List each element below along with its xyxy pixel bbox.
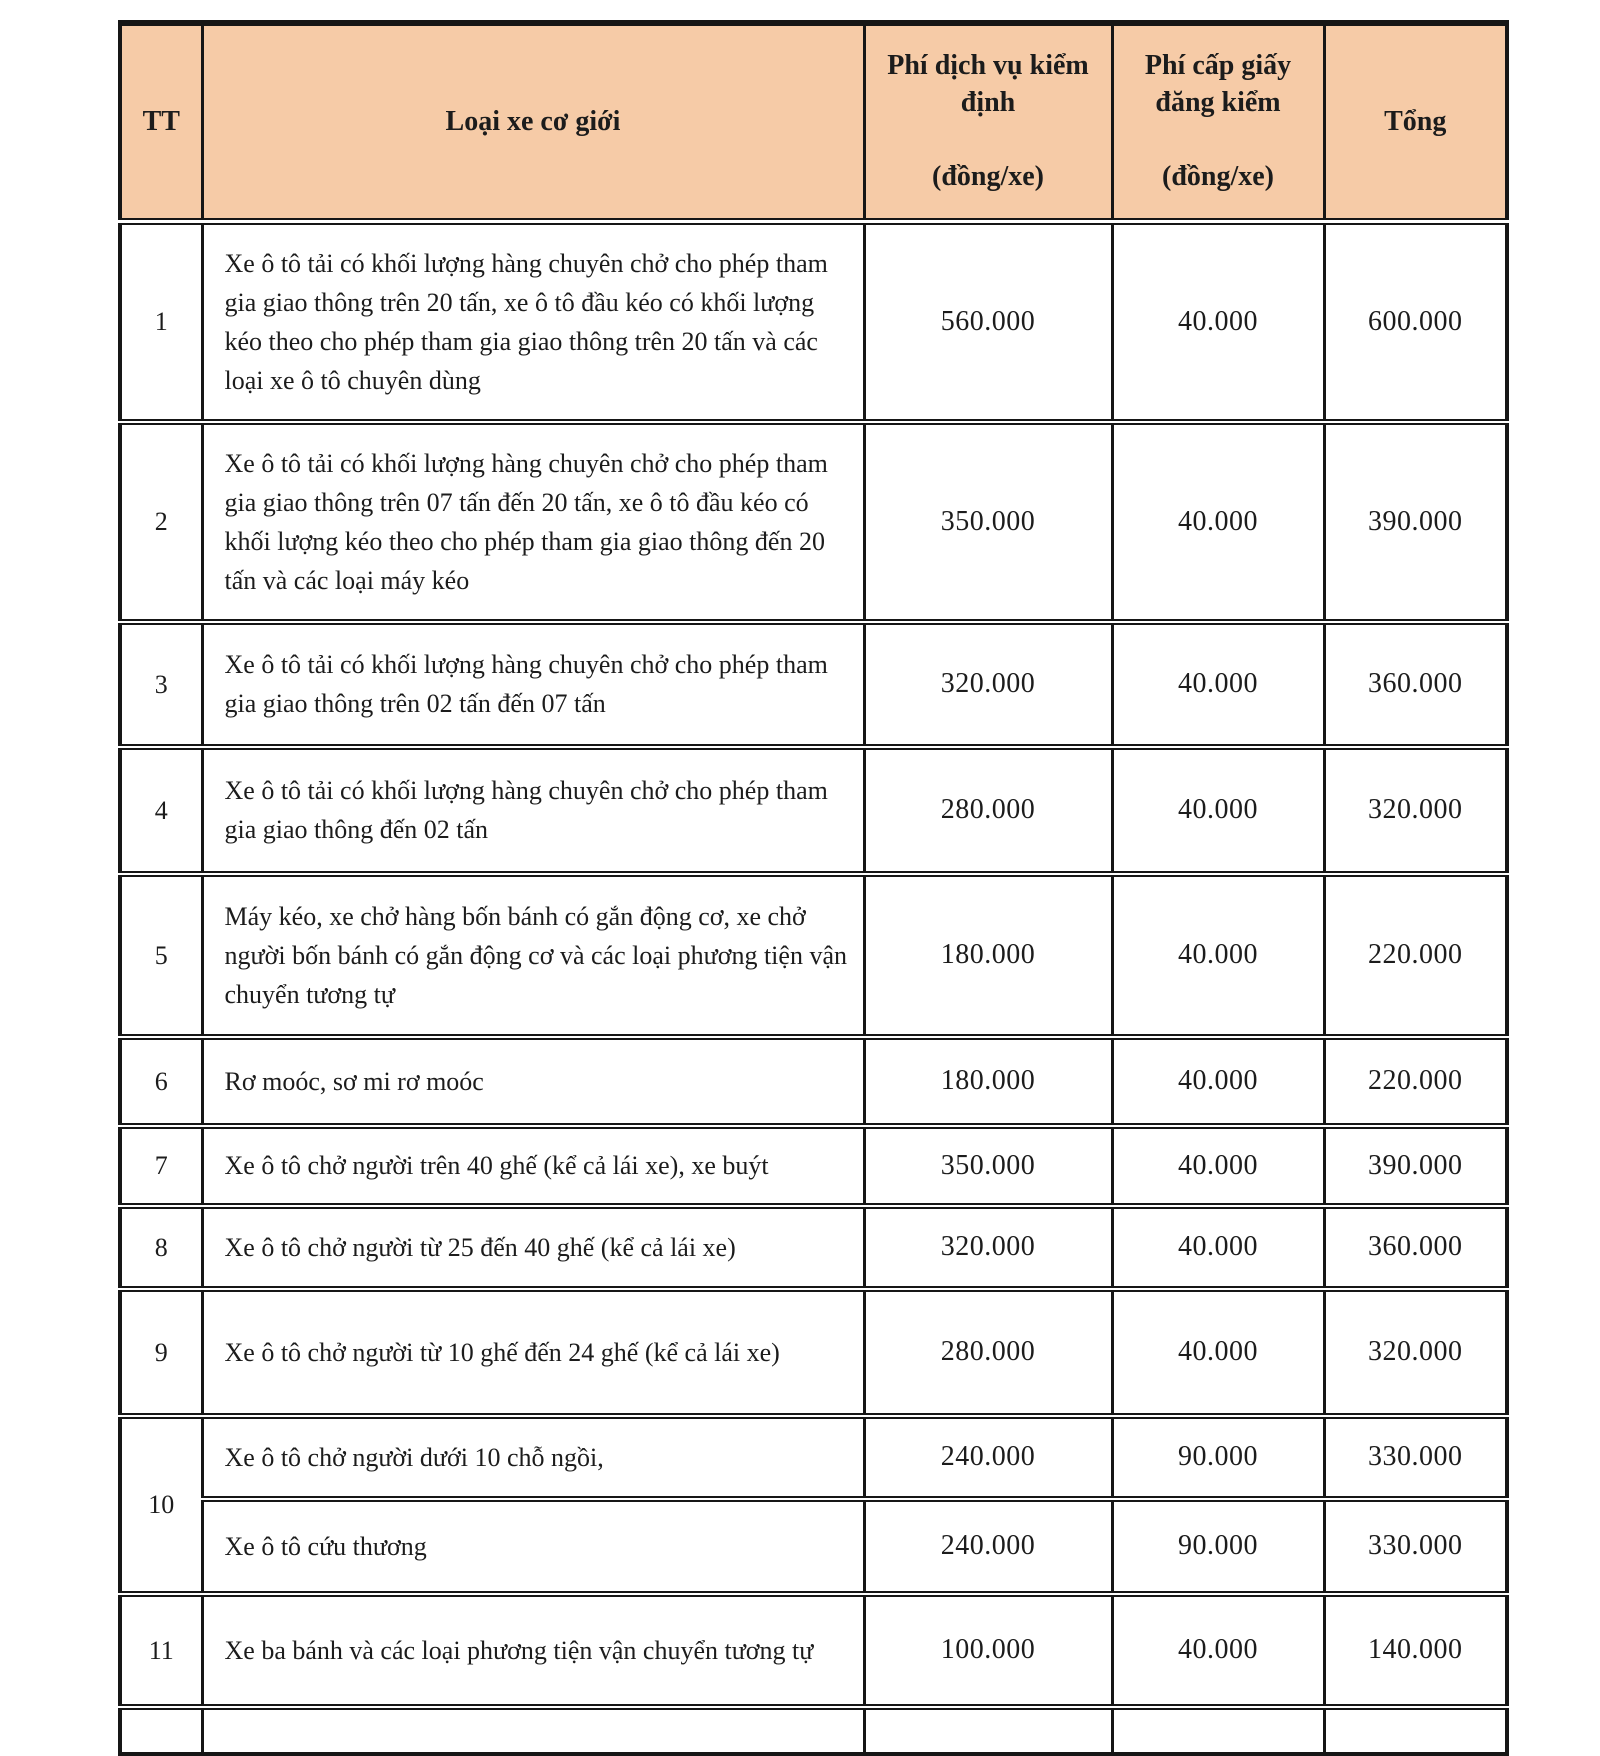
total-fee-cell: 330.000 bbox=[1324, 1499, 1507, 1594]
col-header-inspection-fee bbox=[864, 23, 1112, 222]
row-number-cell: 8 bbox=[120, 1206, 202, 1289]
row-number-cell: 5 bbox=[120, 874, 202, 1037]
total-fee-cell: 220.000 bbox=[1324, 1037, 1507, 1126]
total-fee-cell: 390.000 bbox=[1324, 422, 1507, 622]
certificate-fee-cell: 40.000 bbox=[1112, 747, 1324, 874]
inspection-fee-cell: 180.000 bbox=[864, 874, 1112, 1037]
vehicle-type-cell: Xe ô tô tải có khối lượng hàng chuyên chở cho phép tham gia giao thông trên 20 tấn, xe ô tô đầu kéo có khối lượng kéo theo cho phép tham gia giao thông trên 20 tấn và các loại xe ô tô chuyên dùng bbox=[202, 222, 864, 422]
col-header-total-label: Tổng bbox=[1384, 105, 1447, 137]
vehicle-type-cell: Xe ô tô chở người trên 40 ghế (kể cả lái xe), xe buýt bbox=[202, 1126, 864, 1206]
row-number-cell: 11 bbox=[120, 1594, 202, 1707]
table-row bbox=[120, 622, 1507, 747]
row-number-cell: 3 bbox=[120, 622, 202, 747]
table-row bbox=[120, 1289, 1507, 1416]
certificate-fee-cell: 40.000 bbox=[1112, 1126, 1324, 1206]
vehicle-type-cell: Xe ô tô tải có khối lượng hàng chuyên chở cho phép tham gia giao thông đến 02 tấn bbox=[202, 747, 864, 874]
certificate-fee-cell: 40.000 bbox=[1112, 1206, 1324, 1289]
certificate-fee-cell: 90.000 bbox=[1112, 1499, 1324, 1594]
inspection-fee-cell: 320.000 bbox=[864, 622, 1112, 747]
col-header-inspection-fee-unit: (đồng/xe) bbox=[932, 161, 1044, 193]
total-fee-cell: 330.000 bbox=[1324, 1416, 1507, 1499]
vehicle-type-cell: Rơ moóc, sơ mi rơ moóc bbox=[202, 1037, 864, 1126]
certificate-fee-cell: 40.000 bbox=[1112, 874, 1324, 1037]
col-header-tt-label: TT bbox=[142, 105, 180, 137]
col-header-certificate-fee bbox=[1112, 23, 1324, 222]
certificate-fee-cell: 40.000 bbox=[1112, 622, 1324, 747]
certificate-fee-cell: 90.000 bbox=[1112, 1416, 1324, 1499]
vehicle-fees-table bbox=[118, 20, 1509, 1756]
row-number-cell: 2 bbox=[120, 422, 202, 622]
col-header-certificate-fee-unit: (đồng/xe) bbox=[1162, 161, 1274, 193]
total-fee-cell: 600.000 bbox=[1324, 222, 1507, 422]
col-header-certificate-fee-title: Phí cấp giấy đăng kiểm bbox=[1144, 50, 1292, 118]
row-number-cell: 9 bbox=[120, 1289, 202, 1416]
vehicle-type-cell: Xe ô tô tải có khối lượng hàng chuyên chở cho phép tham gia giao thông trên 02 tấn đến 07 tấn bbox=[202, 622, 864, 747]
table-row bbox=[120, 1037, 1507, 1126]
row-number-cell: 7 bbox=[120, 1126, 202, 1206]
row-number-cell: 10 bbox=[120, 1416, 202, 1594]
vehicle-type-cell: Xe ô tô chở người dưới 10 chỗ ngồi, bbox=[202, 1416, 864, 1499]
col-header-total bbox=[1324, 23, 1507, 222]
inspection-fee-cell: 350.000 bbox=[864, 1126, 1112, 1206]
total-fee-cell: 320.000 bbox=[1324, 747, 1507, 874]
row-number-cell: 6 bbox=[120, 1037, 202, 1126]
inspection-fee-cell: 560.000 bbox=[864, 222, 1112, 422]
total-fee-cell: 360.000 bbox=[1324, 622, 1507, 747]
table-row bbox=[120, 422, 1507, 622]
vehicle-type-cell: Xe ba bánh và các loại phương tiện vận chuyển tương tự bbox=[202, 1594, 864, 1707]
certificate-fee-cell: 40.000 bbox=[1112, 1289, 1324, 1416]
certificate-fee-cell: 40.000 bbox=[1112, 1594, 1324, 1707]
table-row bbox=[120, 1499, 1507, 1594]
vehicle-type-cell: Xe ô tô chở người từ 10 ghế đến 24 ghế (kể cả lái xe) bbox=[202, 1289, 864, 1416]
certificate-fee-cell: 40.000 bbox=[1112, 1037, 1324, 1126]
vehicle-type-cell: Xe ô tô chở người từ 25 đến 40 ghế (kể cả lái xe) bbox=[202, 1206, 864, 1289]
inspection-fee-cell: 350.000 bbox=[864, 422, 1112, 622]
table-header-row bbox=[120, 23, 1507, 222]
certificate-fee-cell: 40.000 bbox=[1112, 222, 1324, 422]
table-row bbox=[120, 222, 1507, 422]
table-row bbox=[120, 1206, 1507, 1289]
total-fee-cell: 360.000 bbox=[1324, 1206, 1507, 1289]
next-row-cutoff bbox=[120, 1707, 1507, 1754]
table-row bbox=[120, 1594, 1507, 1707]
inspection-fee-cell: 100.000 bbox=[864, 1594, 1112, 1707]
inspection-fee-cell: 240.000 bbox=[864, 1416, 1112, 1499]
inspection-fee-cell: 280.000 bbox=[864, 1289, 1112, 1416]
inspection-fee-cell: 180.000 bbox=[864, 1037, 1112, 1126]
row-number-cell: 1 bbox=[120, 222, 202, 422]
total-fee-cell: 320.000 bbox=[1324, 1289, 1507, 1416]
inspection-fee-cell: 240.000 bbox=[864, 1499, 1112, 1594]
table-row bbox=[120, 874, 1507, 1037]
col-header-inspection-fee-title: Phí dịch vụ kiểm định bbox=[887, 50, 1089, 118]
vehicle-type-cell: Xe ô tô tải có khối lượng hàng chuyên chở cho phép tham gia giao thông trên 07 tấn đến 20 tấn, xe ô tô đầu kéo có khối lượng kéo theo cho phép tham gia giao thông đến 20 tấn và các loại máy kéo bbox=[202, 422, 864, 622]
col-header-vehicle-type-label: Loại xe cơ giới bbox=[445, 105, 621, 137]
inspection-fee-cell: 280.000 bbox=[864, 747, 1112, 874]
total-fee-cell: 390.000 bbox=[1324, 1126, 1507, 1206]
table-row bbox=[120, 1416, 1507, 1499]
inspection-fee-cell: 320.000 bbox=[864, 1206, 1112, 1289]
total-fee-cell: 220.000 bbox=[1324, 874, 1507, 1037]
certificate-fee-cell: 40.000 bbox=[1112, 422, 1324, 622]
row-number-cell: 4 bbox=[120, 747, 202, 874]
vehicle-type-cell: Máy kéo, xe chở hàng bốn bánh có gắn động cơ, xe chở người bốn bánh có gắn động cơ và các loại phương tiện vận chuyển tương tự bbox=[202, 874, 864, 1037]
vehicle-type-cell: Xe ô tô cứu thương bbox=[202, 1499, 864, 1594]
col-header-tt bbox=[120, 23, 202, 222]
col-header-vehicle-type bbox=[202, 23, 864, 222]
table-row bbox=[120, 1126, 1507, 1206]
table-row bbox=[120, 747, 1507, 874]
total-fee-cell: 140.000 bbox=[1324, 1594, 1507, 1707]
